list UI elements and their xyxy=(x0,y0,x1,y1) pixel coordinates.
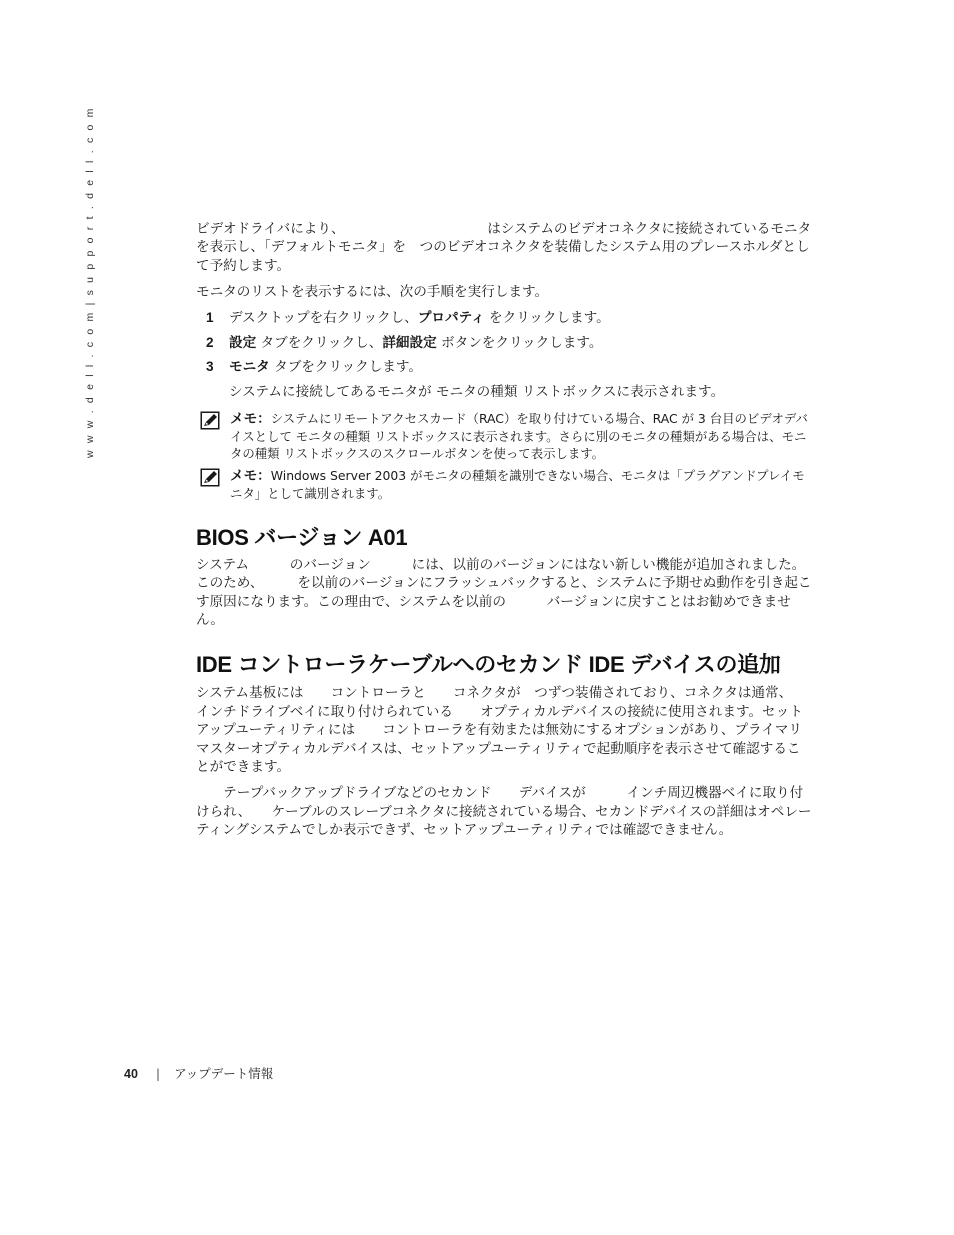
sidebar-url: w w w . d e l l . c o m | s u p p o r t . d e l l . c o m xyxy=(84,106,96,458)
memo-note xyxy=(196,467,814,502)
step-bold: 詳細設定 xyxy=(382,334,437,351)
pencil-note-icon xyxy=(200,468,220,487)
memo-label: メモ： xyxy=(230,467,271,484)
page-content xyxy=(196,220,827,840)
ide-paragraph-1: システム基板には コントローラと コネクタが つずつ装備されており、コネクタは通常、 インチドライブベイに取り付けられている オプティカルデバイスの接続に使用されます。セットアップユーティリティには コントローラを有効または無効にするオプションがあり、プライマリマスターオプティカルデバイスは、セットアップユーティリティで起動順序を表示させて確認することができます。 xyxy=(196,685,827,775)
footer-section-name: アップデート情報 xyxy=(174,1066,274,1081)
step-item xyxy=(196,358,814,376)
steps-list xyxy=(196,309,814,377)
step-item xyxy=(196,309,814,327)
step-number: 3 xyxy=(206,359,214,375)
section-heading-bios: BIOS バージョン A01 xyxy=(196,524,408,550)
section-heading-ide: IDE コントローラケーブルへのセカンド IDE デバイスの追加 xyxy=(196,652,781,678)
step-text: をクリックします。 xyxy=(484,309,610,326)
step-bold: モニタ xyxy=(229,359,270,376)
memo-note xyxy=(196,410,814,462)
page-number: 40 xyxy=(124,1067,138,1081)
step-number: 2 xyxy=(206,334,214,350)
intro-paragraph: ビデオドライバにより、 はシステムのビデオコネクタに接続されているモニタを表示し、「デフォルトモニタ」を つのビデオコネクタを装備したシステム用のプレースホルダとして予約します。 xyxy=(196,221,812,274)
step-number: 1 xyxy=(206,309,214,325)
memo-text: システムにリモートアクセスカード（RAC）を取り付けている場合、RAC が 3 台目のビデオデバイスとして モニタの種類 リストボックスに表示されます。さらに別のモニタの種類がある場合は、モニタの種類 リストボックスのスクロールボタンを使って表示します。 xyxy=(230,410,808,461)
step-text: ボタンをクリックします。 xyxy=(436,334,603,351)
step-bold: プロパティ xyxy=(417,309,485,326)
step-text: タブをクリックします。 xyxy=(269,359,423,376)
memo-label: メモ： xyxy=(230,410,271,427)
pencil-note-icon xyxy=(200,411,220,430)
memo-text: Windows Server 2003 がモニタの種類を識別できない場合、モニタは「プラグアンドプレイモニタ」として識別されます。 xyxy=(230,467,805,501)
footer-separator: | xyxy=(155,1066,161,1081)
step-note: システムに接続してあるモニタが モニタの種類 リストボックスに表示されます。 xyxy=(229,384,725,401)
list-lead: モニタのリストを表示するには、次の手順を実行します。 xyxy=(196,284,549,301)
step-text: デスクトップを右クリックし、 xyxy=(229,309,418,326)
step-bold: 設定 xyxy=(229,334,257,351)
step-item xyxy=(196,334,814,352)
step-text: タブをクリックし、 xyxy=(256,334,383,351)
ide-paragraph-2: テープバックアップドライブなどのセカンド デバイスが インチ周辺機器ベイに取り付けられ、 ケーブルのスレーブコネクタに接続されている場合、セカンドデバイスの詳細はオペレーティングシステムでしか表示できず、セットアップユーティリティでは確認できません。 xyxy=(196,785,812,839)
bios-paragraph: システム のバージョン には、以前のバージョンにはない新しい機能が追加されました。このため、 を以前のバージョンにフラッシュバックすると、システムに予期せぬ動作を引き起こす原因になります。この理由で、システムを以前の バージョンに戻すことはお勧めできません。 xyxy=(196,556,812,628)
page-footer xyxy=(124,1064,273,1082)
